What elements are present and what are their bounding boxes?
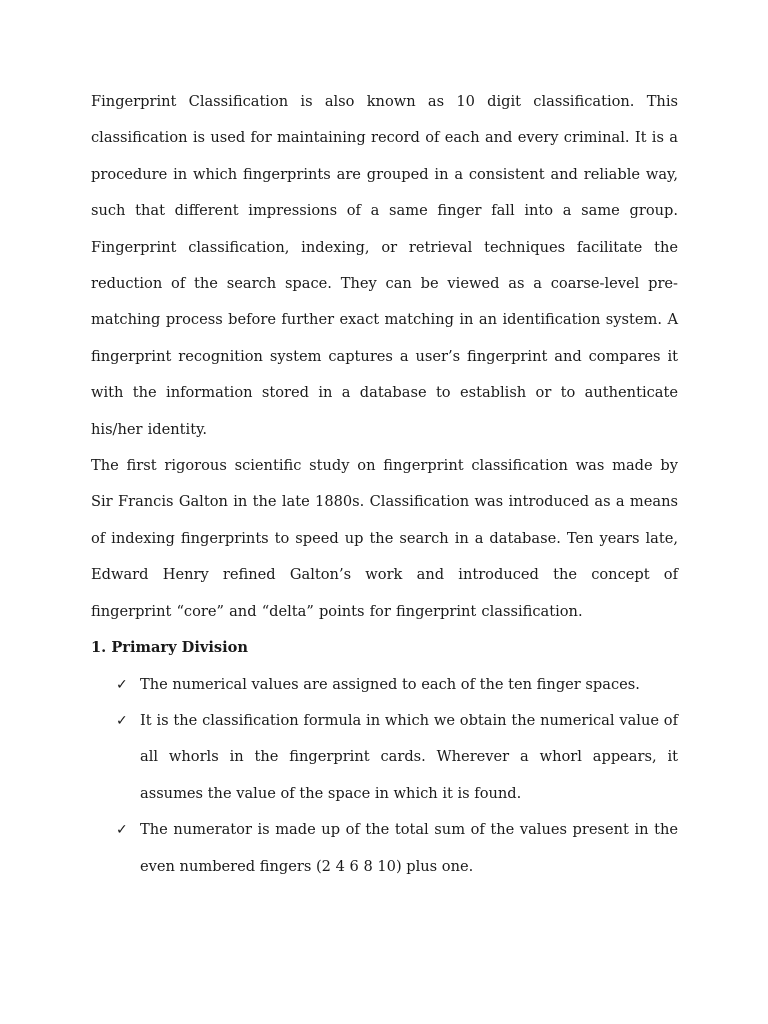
section-heading: 1. Primary Division <box>91 639 248 657</box>
list-item-text: The numerator is made up of the total sum of the values present in the even numbered fingers (2 4 6 8 10) plus one. <box>140 821 678 875</box>
list-item-text: The numerical values are assigned to each of the ten finger spaces. <box>140 675 640 693</box>
list-item <box>116 703 678 812</box>
checkmark-icon: ✓ <box>116 822 128 839</box>
primary-division-list <box>91 667 678 885</box>
checkmark-icon: ✓ <box>116 676 128 693</box>
history-paragraph: The first rigorous scientific study on fingerprint classification was made by Sir Francis Galton in the late 1880s. Classification was introduced as a means of indexing fingerprints to speed up the search in a database. Ten years late, Edward Henry refined Galton’s work and introduced the concept of fingerprint “core” and “delta” points for fingerprint classification. <box>91 457 678 620</box>
list-item <box>116 812 678 885</box>
list-item <box>116 667 678 703</box>
checkmark-icon: ✓ <box>116 712 128 729</box>
list-item-text: It is the classification formula in which we obtain the numerical value of all whorls in the fingerprint cards. Wherever a whorl appears, it assumes the value of the space in which it is found. <box>140 711 678 802</box>
intro-paragraph: Fingerprint Classification is also known as 10 digit classification. This classification is used for maintaining record of each and every criminal. It is a procedure in which fingerprints are grouped in a consistent and reliable way, such that different impressions of a same finger fall into a same group. Fingerprint classification, indexing, or retrieval techniques facilitate the reduction of the search space. They can be viewed as a coarse-level pre-matching process before further exact matching in an identification system. A fingerprint recognition system captures a user’s fingerprint and compares it with the information stored in a database to establish or to authenticate his/her identity. <box>91 93 678 438</box>
